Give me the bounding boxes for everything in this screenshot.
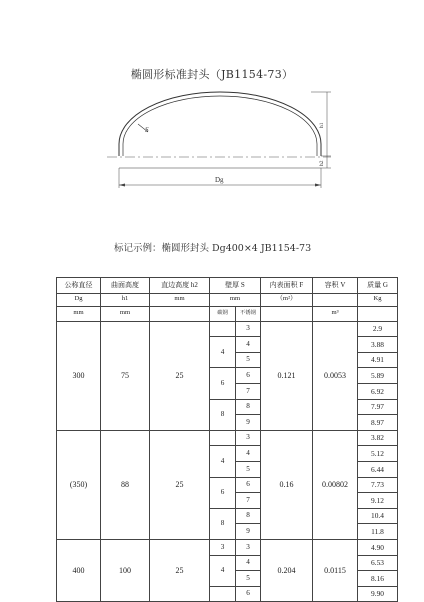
s-label: S <box>145 126 149 134</box>
cell-stainless: 5 <box>236 461 261 477</box>
unit-h2: mm <box>150 293 210 306</box>
cell-stainless: 9 <box>236 415 261 431</box>
header-volume: 容积 V <box>313 278 358 294</box>
cell-area: 0.16 <box>261 430 313 539</box>
head-diagram <box>105 88 335 200</box>
head-outer-outline <box>119 92 321 156</box>
cell-mass: 7.97 <box>358 399 398 415</box>
cell-carbon: 3 <box>210 539 236 555</box>
cell-mass: 8.16 <box>358 571 398 587</box>
cell-h2: 25 <box>150 321 210 430</box>
unit-area: （m²） <box>261 293 313 306</box>
cell-carbon: 8 <box>210 508 236 539</box>
unit-h2-blank <box>150 306 210 321</box>
cell-carbon: 4 <box>210 446 236 477</box>
cell-carbon: 4 <box>210 337 236 368</box>
cell-stainless: 4 <box>236 555 261 571</box>
cell-mass: 6.92 <box>358 383 398 399</box>
header-h2: 直边高度 h2 <box>150 278 210 294</box>
cell-volume: 0.00802 <box>313 430 358 539</box>
cell-mass: 11.8 <box>358 524 398 540</box>
cell-carbon <box>210 586 236 602</box>
cell-mass: 3.82 <box>358 430 398 446</box>
unit-volume: m³ <box>313 306 358 321</box>
cell-mass: 6.53 <box>358 555 398 571</box>
cell-stainless: 8 <box>236 508 261 524</box>
wall-sub-carbon: 碳钢 <box>210 306 236 321</box>
cell-h1: 100 <box>101 539 150 601</box>
cell-stainless: 9 <box>236 524 261 540</box>
cell-mass: 2.9 <box>358 321 398 337</box>
marking-example: 标记示例：椭圆形封头 Dg400×4 JB1154-73 <box>114 243 312 254</box>
cell-area: 0.121 <box>261 321 313 430</box>
cell-carbon <box>210 430 236 446</box>
cell-mass: 3.88 <box>358 337 398 353</box>
header-area: 内表面积 F <box>261 278 313 294</box>
table-row <box>57 430 398 446</box>
cell-h1: 75 <box>101 321 150 430</box>
unit-dg-mm: mm <box>57 306 101 321</box>
cell-stainless: 5 <box>236 352 261 368</box>
unit-dg: Dg <box>57 293 101 306</box>
cell-area: 0.204 <box>261 539 313 601</box>
cell-stainless: 7 <box>236 383 261 399</box>
cell-stainless: 6 <box>236 477 261 493</box>
cell-stainless: 8 <box>236 399 261 415</box>
cell-volume: 0.0053 <box>313 321 358 430</box>
unit-h1-mm: mm <box>101 306 150 321</box>
cell-stainless: 6 <box>236 586 261 602</box>
dg-label: Dg <box>215 176 224 184</box>
cell-carbon <box>210 321 236 337</box>
cell-stainless: 4 <box>236 446 261 462</box>
wall-sub-stainless: 不锈钢 <box>236 306 261 321</box>
cell-carbon: 6 <box>210 368 236 399</box>
cell-mass: 9.90 <box>358 586 398 602</box>
cell-h2: 25 <box>150 539 210 601</box>
cell-dg: (350) <box>57 430 101 539</box>
header-dg: 公称直径 <box>57 278 101 294</box>
header-row-3 <box>57 306 398 321</box>
cell-h2: 25 <box>150 430 210 539</box>
h1-label: h1 <box>319 122 325 128</box>
cell-mass: 5.89 <box>358 368 398 384</box>
cell-stainless: 3 <box>236 321 261 337</box>
table-row <box>57 539 398 555</box>
header-mass: 质量 G <box>358 278 398 294</box>
spec-table <box>56 277 398 602</box>
table-row <box>57 321 398 337</box>
cell-mass: 6.44 <box>358 461 398 477</box>
unit-mass: Kg <box>358 293 398 306</box>
cell-mass: 10.4 <box>358 508 398 524</box>
cell-stainless: 4 <box>236 337 261 353</box>
cell-volume: 0.0115 <box>313 539 358 601</box>
header-row-1 <box>57 278 398 294</box>
cell-stainless: 3 <box>236 539 261 555</box>
cell-h1: 88 <box>101 430 150 539</box>
cell-mass: 4.90 <box>358 539 398 555</box>
unit-mass-blank <box>358 306 398 321</box>
cell-mass: 5.12 <box>358 446 398 462</box>
cell-mass: 7.73 <box>358 477 398 493</box>
dg-arrow-right <box>315 184 321 187</box>
dg-arrow-left <box>119 184 125 187</box>
unit-wall: mm <box>210 293 261 306</box>
cell-stainless: 7 <box>236 493 261 509</box>
cell-mass: 9.12 <box>358 493 398 509</box>
unit-area-blank <box>261 306 313 321</box>
cell-dg: 300 <box>57 321 101 430</box>
cell-mass: 4.91 <box>358 352 398 368</box>
header-h1: 曲面高度 <box>101 278 150 294</box>
header-wall: 壁厚 S <box>210 278 261 294</box>
cell-dg: 400 <box>57 539 101 601</box>
unit-h1: h1 <box>101 293 150 306</box>
h2-label: h2 <box>319 160 325 166</box>
cell-stainless: 6 <box>236 368 261 384</box>
cell-mass: 8.97 <box>358 415 398 431</box>
header-row-2 <box>57 293 398 306</box>
cell-carbon: 8 <box>210 399 236 430</box>
cell-carbon: 4 <box>210 555 236 586</box>
cell-stainless: 5 <box>236 571 261 587</box>
cell-carbon: 6 <box>210 477 236 508</box>
page-title: 椭圆形标准封头（JB1154-73） <box>130 68 294 81</box>
cell-stainless: 3 <box>236 430 261 446</box>
unit-volume-blank <box>313 293 358 306</box>
